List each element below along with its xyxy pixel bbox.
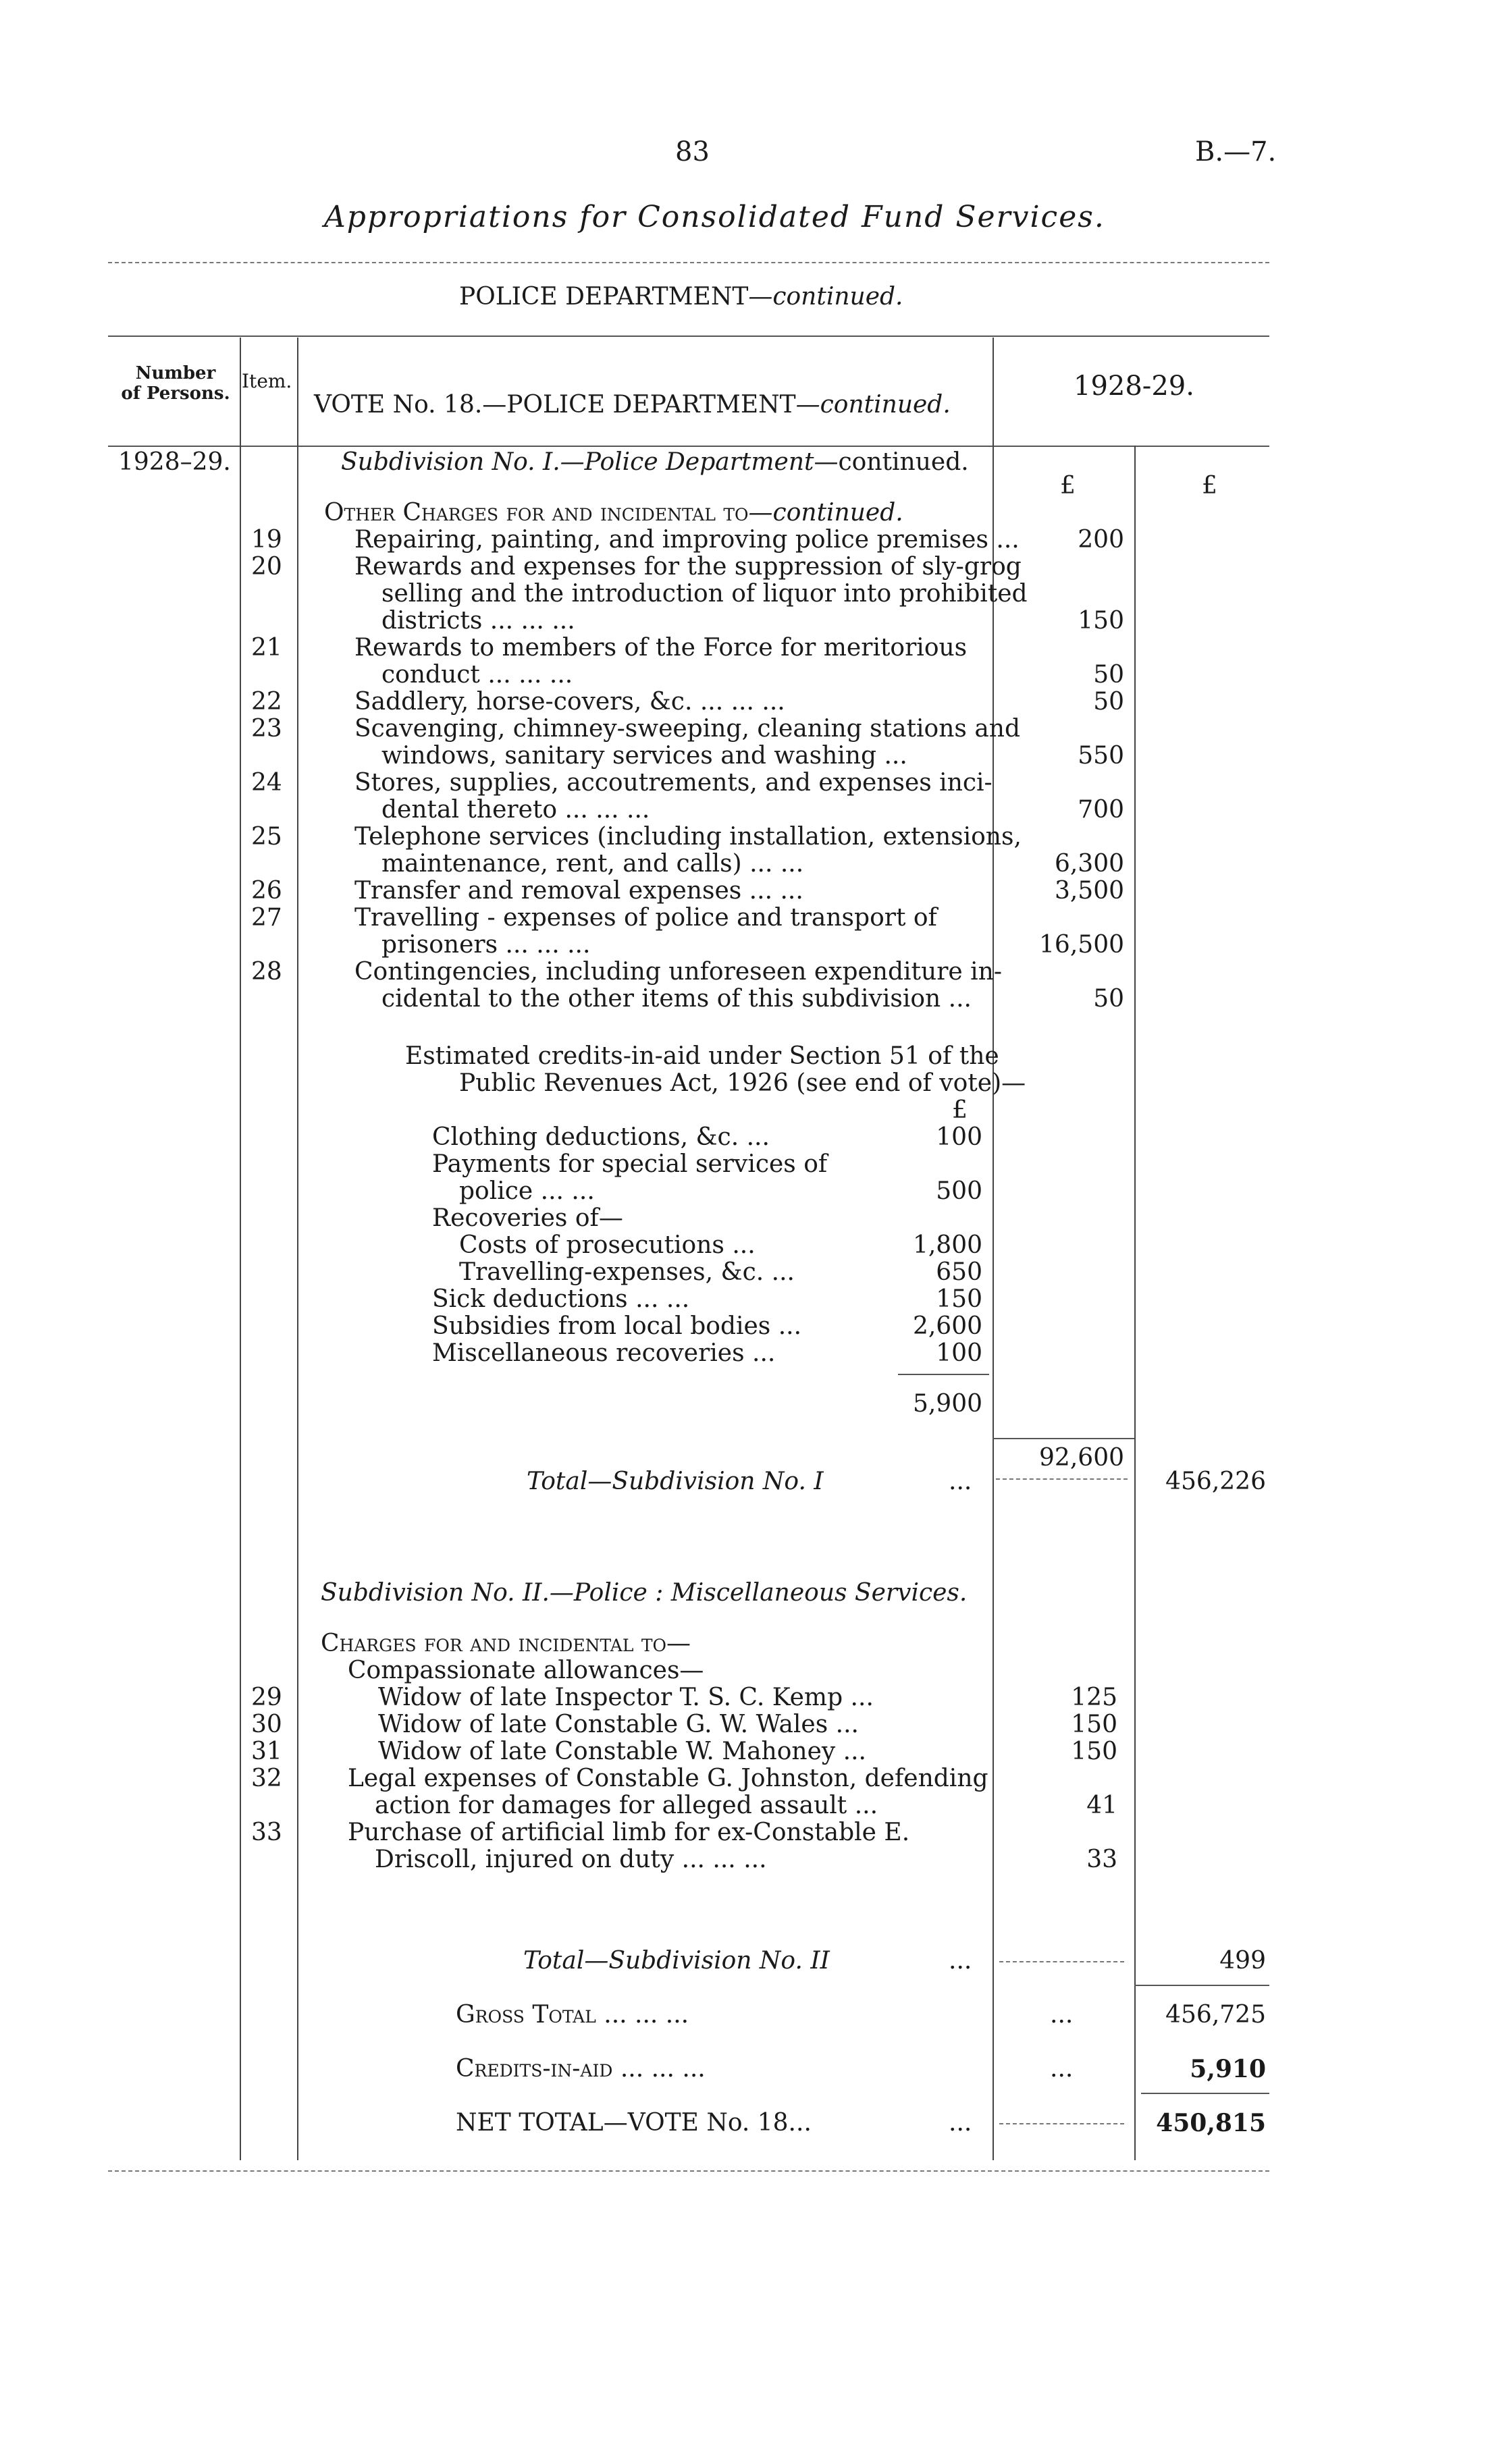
line-text: conduct ... ... ... bbox=[381, 661, 573, 689]
document-reference: B.—7. bbox=[1195, 136, 1277, 167]
department-heading bbox=[459, 284, 903, 311]
line-text: cidental to the other items of this subdivision ... bbox=[381, 985, 972, 1013]
item-header: Item. bbox=[242, 370, 292, 392]
line-amount: 700 bbox=[1078, 796, 1124, 824]
line-text: Driscoll, injured on duty ... ... ... bbox=[375, 1846, 767, 1873]
subdivision-2-rule bbox=[999, 1961, 1124, 1962]
credits-in-aid-dots: ... bbox=[1050, 2055, 1074, 2083]
gross-total-label: Gross Total ... ... ... bbox=[456, 2001, 689, 2029]
credit-amount: 100 bbox=[936, 1123, 982, 1151]
line-amount: 150 bbox=[1071, 1738, 1117, 1765]
credit-amount: 100 bbox=[936, 1339, 982, 1367]
credit-amount: 500 bbox=[936, 1177, 982, 1205]
item-number: 23 bbox=[251, 715, 282, 743]
subdivision-1-title-text: Subdivision No. I.—Police Department bbox=[341, 448, 814, 476]
credits-total: 5,900 bbox=[912, 1390, 982, 1418]
pound-sign-2: £ bbox=[1202, 472, 1217, 500]
line-amount: 50 bbox=[1093, 688, 1124, 716]
credit-amount: 150 bbox=[936, 1285, 982, 1313]
item-number: 30 bbox=[251, 1711, 282, 1738]
line-amount: 41 bbox=[1086, 1792, 1117, 1819]
item-number: 32 bbox=[251, 1765, 282, 1792]
item-number: 25 bbox=[251, 823, 282, 851]
credit-label: police ... ... bbox=[459, 1177, 595, 1205]
net-total: 450,815 bbox=[1156, 2109, 1266, 2137]
line-text: dental thereto ... ... ... bbox=[381, 796, 650, 824]
line-text: Repairing, painting, and improving police premises ... bbox=[354, 526, 1020, 554]
compassionate-heading: Compassionate allowances— bbox=[348, 1657, 704, 1684]
subdivision-1-total-label: Total—Subdivision No. I bbox=[527, 1468, 824, 1495]
vote-title bbox=[314, 392, 951, 419]
subdivision-2-total: 499 bbox=[1219, 1947, 1266, 1975]
line-amount: 6,300 bbox=[1054, 850, 1124, 878]
subdivision-2-total-label: Total—Subdivision No. II bbox=[523, 1947, 830, 1975]
line-amount: 33 bbox=[1086, 1846, 1117, 1873]
other-charges-text: Other Charges for and incidental to bbox=[324, 499, 749, 527]
item-number: 26 bbox=[251, 877, 282, 905]
subdivision-1-title bbox=[341, 449, 969, 476]
subdivision-2-total-dots: ... bbox=[949, 1947, 972, 1975]
line-text: maintenance, rent, and calls) ... ... bbox=[381, 850, 804, 878]
credits-sum-rule bbox=[898, 1374, 989, 1375]
line-text: Rewards and expenses for the suppression of sly-grog bbox=[354, 553, 1022, 581]
line-text: Scavenging, chimney-sweeping, cleaning stations and bbox=[354, 715, 1021, 743]
year-left-label: 1928–29. bbox=[118, 448, 231, 476]
net-total-label: NET TOTAL—VOTE No. 18... bbox=[456, 2109, 812, 2137]
item-column-rule-left bbox=[240, 338, 241, 2160]
gross-total-dots: ... bbox=[1050, 2001, 1074, 2029]
total-column-rule bbox=[1134, 446, 1136, 2160]
net-total-rule bbox=[1141, 2093, 1269, 2094]
credit-label: Travelling-expenses, &c. ... bbox=[459, 1258, 795, 1286]
gross-total: 456,725 bbox=[1165, 2001, 1266, 2029]
line-text: action for damages for alleged assault ... bbox=[375, 1792, 878, 1819]
line-text: Contingencies, including unforeseen expenditure in- bbox=[354, 958, 1003, 986]
credit-label: Payments for special services of bbox=[432, 1150, 828, 1178]
credit-amount: 2,600 bbox=[912, 1312, 982, 1340]
credit-label: Sick deductions ... ... bbox=[432, 1285, 690, 1313]
line-text: Telephone services (including installation, extensions, bbox=[354, 823, 1022, 851]
item-number: 29 bbox=[251, 1684, 282, 1711]
item-number: 24 bbox=[251, 769, 282, 797]
line-amount: 50 bbox=[1093, 661, 1124, 689]
credit-label: Costs of prosecutions ... bbox=[459, 1231, 756, 1259]
line-text: Purchase of artificial limb for ex-Constable E. bbox=[348, 1819, 910, 1846]
item-number: 31 bbox=[251, 1738, 282, 1765]
page-title: Appropriations for Consolidated Fund Services. bbox=[324, 200, 1105, 234]
table-bottom-rule bbox=[108, 2170, 1269, 2172]
credits-in-aid-label: Credits-in-aid ... ... ... bbox=[456, 2055, 706, 2083]
subdivision-1-title-continued: —continued. bbox=[814, 448, 969, 476]
other-charges-heading bbox=[324, 500, 903, 527]
subdivision-1-total: 456,226 bbox=[1165, 1468, 1266, 1495]
net-total-dots: ... bbox=[949, 2109, 972, 2137]
subtotal-bottom-rule bbox=[996, 1478, 1128, 1480]
header-rule bbox=[108, 446, 1269, 447]
page-number: 83 bbox=[675, 136, 710, 167]
item-number: 28 bbox=[251, 958, 282, 986]
line-amount: 200 bbox=[1078, 526, 1124, 554]
credit-label: Clothing deductions, &c. ... bbox=[432, 1123, 770, 1151]
department-continued: —continued. bbox=[748, 283, 903, 311]
item-number: 22 bbox=[251, 688, 282, 716]
charges-heading: Charges for and incidental to— bbox=[321, 1630, 691, 1657]
year-header: 1928-29. bbox=[1074, 371, 1194, 402]
credit-label: Miscellaneous recoveries ... bbox=[432, 1339, 776, 1367]
other-charges-continued: —continued. bbox=[748, 499, 903, 527]
subdivision-1-total-dots: ... bbox=[949, 1468, 972, 1495]
line-text: prisoners ... ... ... bbox=[381, 931, 591, 959]
amount-column-rule bbox=[993, 338, 994, 2160]
line-text: Transfer and removal expenses ... ... bbox=[354, 877, 803, 905]
credit-label: Subsidies from local bodies ... bbox=[432, 1312, 802, 1340]
line-text: windows, sanitary services and washing ... bbox=[381, 742, 907, 770]
item-column-rule-right bbox=[297, 338, 298, 2160]
line-amount: 16,500 bbox=[1039, 931, 1124, 959]
line-amount: 3,500 bbox=[1054, 877, 1124, 905]
line-amount: 150 bbox=[1071, 1711, 1117, 1738]
table-top-rule bbox=[108, 336, 1269, 337]
subtotal-top-rule bbox=[993, 1438, 1134, 1439]
department-name: POLICE DEPARTMENT bbox=[459, 283, 749, 311]
credit-amount: 1,800 bbox=[912, 1231, 982, 1259]
subdivision-1-subtotal: 92,600 bbox=[1039, 1444, 1124, 1472]
pound-sign-1: £ bbox=[1060, 472, 1076, 500]
number-of-persons-header bbox=[108, 363, 243, 404]
line-amount: 550 bbox=[1078, 742, 1124, 770]
vote-title-text: VOTE No. 18.—POLICE DEPARTMENT bbox=[314, 391, 796, 419]
credits-in-aid-total: 5,910 bbox=[1190, 2055, 1266, 2083]
item-number: 27 bbox=[251, 904, 282, 932]
subdivision-2-title: Subdivision No. II.—Police : Miscellaneous Services. bbox=[321, 1579, 968, 1607]
line-text: Widow of late Constable W. Mahoney ... bbox=[378, 1738, 866, 1765]
line-text: Legal expenses of Constable G. Johnston, defending bbox=[348, 1765, 988, 1792]
line-text: districts ... ... ... bbox=[381, 607, 575, 635]
item-number: 20 bbox=[251, 553, 282, 581]
credits-intro-line-2: Public Revenues Act, 1926 (see end of vote)— bbox=[459, 1069, 1026, 1097]
line-text: Rewards to members of the Force for meritorious bbox=[354, 634, 968, 662]
item-number: 19 bbox=[251, 526, 282, 554]
line-amount: 150 bbox=[1078, 607, 1124, 635]
title-rule bbox=[108, 262, 1269, 263]
line-text: selling and the introduction of liquor into prohibited bbox=[381, 580, 1028, 608]
line-text: Stores, supplies, accoutrements, and expenses inci- bbox=[354, 769, 993, 797]
gross-total-rule bbox=[1134, 1985, 1269, 1986]
line-text: Travelling - expenses of police and transport of bbox=[354, 904, 937, 932]
credits-intro-line-1: Estimated credits-in-aid under Section 51 of the bbox=[405, 1042, 999, 1070]
line-amount: 125 bbox=[1071, 1684, 1117, 1711]
credit-amount: 650 bbox=[936, 1258, 982, 1286]
credit-label: Recoveries of— bbox=[432, 1204, 623, 1232]
vote-title-continued: —continued. bbox=[795, 391, 951, 419]
header-line-1: Number bbox=[135, 363, 216, 383]
item-number: 33 bbox=[251, 1819, 282, 1846]
net-total-dash-rule bbox=[999, 2123, 1124, 2124]
credits-pound-sign: £ bbox=[952, 1096, 968, 1124]
line-text: Widow of late Constable G. W. Wales ... bbox=[378, 1711, 859, 1738]
header-line-2: of Persons. bbox=[121, 383, 230, 404]
line-amount: 50 bbox=[1093, 985, 1124, 1013]
item-number: 21 bbox=[251, 634, 282, 662]
line-text: Saddlery, horse-covers, &c. ... ... ... bbox=[354, 688, 785, 716]
line-text: Widow of late Inspector T. S. C. Kemp ... bbox=[378, 1684, 874, 1711]
